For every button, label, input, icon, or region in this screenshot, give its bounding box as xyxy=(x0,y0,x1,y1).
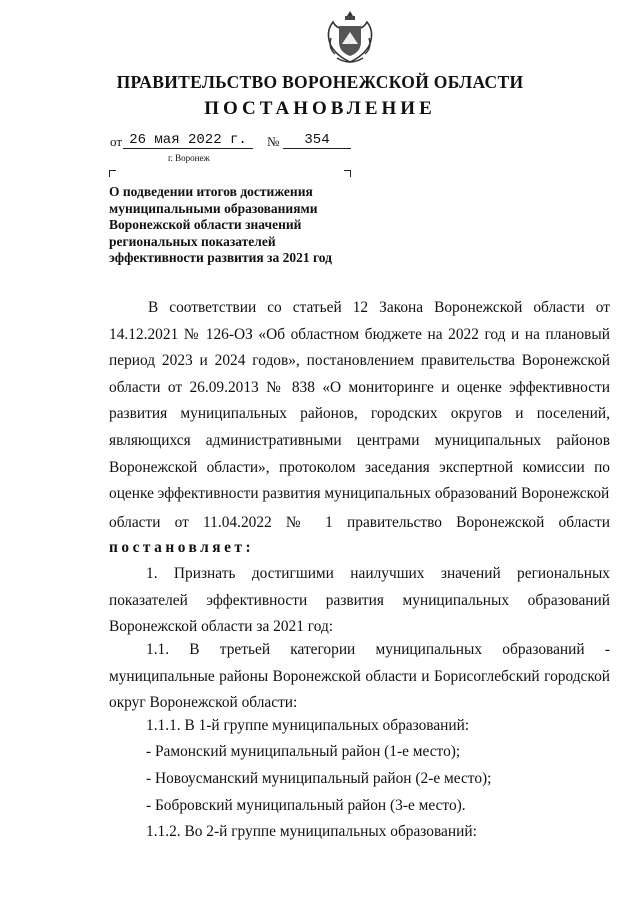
document-type: ПОСТАНОВЛЕНИЕ xyxy=(204,98,436,119)
clause-1-1: 1.1. В третьей категории муниципальных образований - муниципальные районы Воронежской области и Борисоглебский городской округ Воронежской области: xyxy=(109,641,610,712)
title-line: региональных показателей xyxy=(109,233,276,249)
preamble-paragraph: В соответствии со статьей 12 Закона Воронежской области от 14.12.2021 № 126-ОЗ «Об областном бюджете на 2022 год и на плановый период 2023 и 2024 годов», постановлением правительства Воронежской области от 26.09.2013 № 838 «О мониторинге и оценке эффективности развития муниципальных районов, городских округов и поселений, являющихся административными центрами муниципальных районов Воронежской области», протоколом заседания экспертной комиссии по оценке эффективности развития муниципальных образований Воронежской xyxy=(109,299,610,503)
document-date: 26 мая 2022 г. xyxy=(123,132,253,149)
title-line: муниципальными образованиями xyxy=(109,200,318,216)
title-bracket-right xyxy=(344,170,351,177)
city-label: г. Воронеж xyxy=(168,153,210,163)
government-title: ПРАВИТЕЛЬСТВО ВОРОНЕЖСКОЙ ОБЛАСТИ xyxy=(116,72,524,92)
document-number: 354 xyxy=(283,132,351,149)
preamble-tail: области от 11.04.2022 № 1 правительство Воронежской области xyxy=(109,514,610,531)
number-sign: № xyxy=(267,134,280,149)
document-title xyxy=(109,184,369,267)
title-bracket-left xyxy=(109,170,116,177)
coat-of-arms-icon xyxy=(323,8,377,66)
clause-1-1-1: 1.1.1. В 1-й группе муниципальных образований: xyxy=(146,717,470,734)
clause-1-1-2: 1.1.2. Во 2-й группе муниципальных образований: xyxy=(146,823,477,840)
list-item: - Новоусманский муниципальный район (2-е место); xyxy=(146,770,492,787)
title-line: О подведении итогов достижения xyxy=(109,184,313,199)
list-item: - Бобровский муниципальный район (3-е место). xyxy=(146,797,466,814)
resolves-word: постановляет: xyxy=(109,539,255,556)
clause-1: 1. Признать достигшими наилучших значений региональных показателей эффективности развития муниципальных образований Воронежской области за 2021 год: xyxy=(109,565,610,636)
list-item: - Рамонский муниципальный район (1-е место); xyxy=(146,743,461,760)
date-prefix: от xyxy=(110,134,123,149)
title-line: эффективности развития за 2021 год xyxy=(109,250,332,265)
title-line: Воронежской области значений xyxy=(109,217,302,232)
